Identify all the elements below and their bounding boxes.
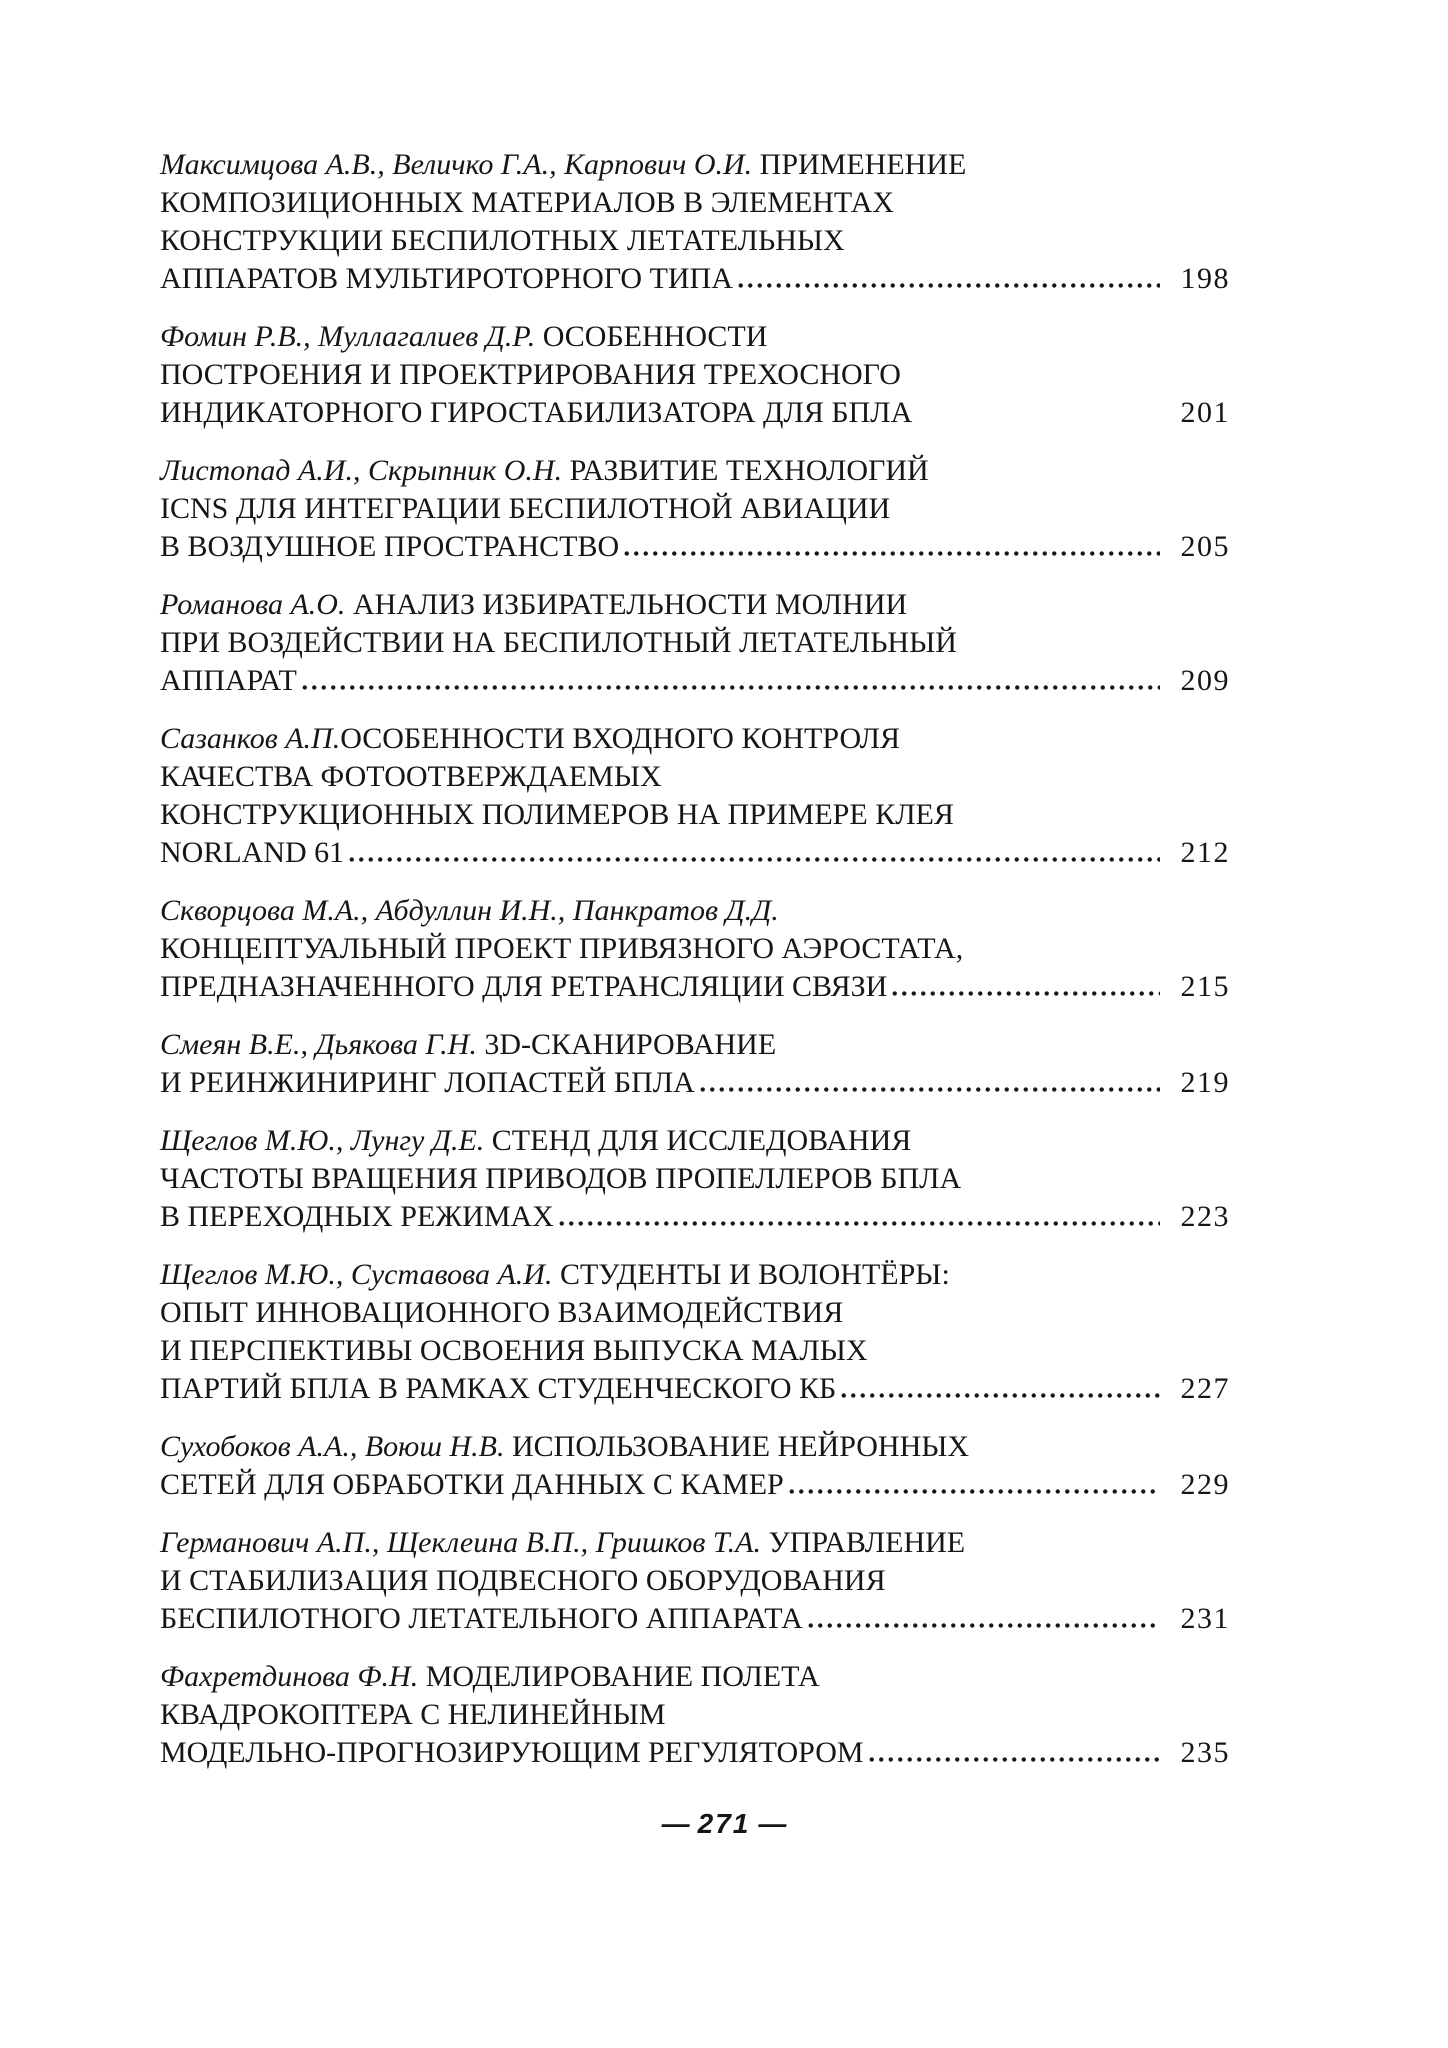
toc-entry <box>160 1122 1230 1236</box>
toc-entry-title-fragment: СЕТЕЙ ДЛЯ ОБРАБОТКИ ДАННЫХ С КАМЕР <box>160 1468 784 1501</box>
toc-entry-line <box>160 1026 1230 1064</box>
toc-entry-line: КОНЦЕПТУАЛЬНЫЙ ПРОЕКТ ПРИВЯЗНОГО АЭРОСТАТА, <box>160 932 964 965</box>
toc-entry-authors: Щеглов М.Ю., Лунгу Д.Е. <box>160 1124 485 1157</box>
toc-entry-title-fragment: АППАРАТ <box>160 664 297 697</box>
toc-entry-title-fragment: ПРЕДНАЗНАЧЕННОГО ДЛЯ РЕТРАНСЛЯЦИИ СВЯЗИ <box>160 970 888 1003</box>
toc-entry <box>160 318 1230 432</box>
footer-page-number: 271 <box>697 1808 751 1839</box>
toc-entry-line <box>160 720 1230 758</box>
toc-page-number: 219 <box>1180 1066 1230 1099</box>
toc-page-number: 215 <box>1180 970 1230 1003</box>
toc-entry-line <box>160 1256 1230 1294</box>
leader-spacer <box>912 394 1166 432</box>
toc-entry-title-fragment: МОДЕЛИРОВАНИЕ ПОЛЕТА <box>418 1660 820 1693</box>
toc-entry-line <box>160 1466 1230 1504</box>
toc-entry-authors: Германович А.П., Щеклеина В.П., Гришков Т.А. <box>160 1526 762 1559</box>
toc-page-number: 205 <box>1180 530 1230 563</box>
toc-entry <box>160 452 1230 566</box>
toc-entry-line <box>160 1658 1230 1696</box>
toc-entry-line <box>160 662 1230 700</box>
toc-entry-title-fragment: В ВОЗДУШНОЕ ПРОСТРАНСТВО <box>160 530 620 563</box>
toc-entry-line <box>160 834 1230 872</box>
toc-page-number: 229 <box>1180 1468 1230 1501</box>
toc-entry-line <box>160 1734 1230 1772</box>
toc-entry-title-fragment: ОСОБЕННОСТИ <box>535 320 768 353</box>
toc-entry-authors: Сазанков А.П. <box>160 722 341 755</box>
toc-entry-line <box>160 892 1230 930</box>
toc-entry-authors: Фомин Р.В., Муллагалиев Д.Р. <box>160 320 536 353</box>
toc-entry-line: ПРИ ВОЗДЕЙСТВИИ НА БЕСПИЛОТНЫЙ ЛЕТАТЕЛЬНЫЙ <box>160 626 957 659</box>
toc-entry-title-fragment: РАЗВИТИЕ ТЕХНОЛОГИЙ <box>562 454 929 487</box>
toc-entry-authors: Смеян В.Е., Дьякова Г.Н. <box>160 1028 477 1061</box>
dot-leader <box>839 1370 1160 1408</box>
toc-entry-line: КОНСТРУКЦИИ БЕСПИЛОТНЫХ ЛЕТАТЕЛЬНЫХ <box>160 224 845 257</box>
toc-entry-line: КОНСТРУКЦИОННЫХ ПОЛИМЕРОВ НА ПРИМЕРЕ КЛЕЯ <box>160 798 954 831</box>
dot-leader <box>806 1600 1160 1638</box>
footer-dash-left: — <box>661 1808 690 1839</box>
toc-page-number: 231 <box>1180 1602 1230 1635</box>
toc-page-number: 223 <box>1180 1200 1230 1233</box>
dot-leader <box>787 1466 1160 1504</box>
toc-entry-line: И ПЕРСПЕКТИВЫ ОСВОЕНИЯ ВЫПУСКА МАЛЫХ <box>160 1334 868 1367</box>
toc-entry-line: И СТАБИЛИЗАЦИЯ ПОДВЕСНОГО ОБОРУДОВАНИЯ <box>160 1564 886 1597</box>
toc-entry-authors: Щеглов М.Ю., Суставова А.И. <box>160 1258 553 1291</box>
dot-leader <box>300 662 1160 700</box>
dot-leader <box>557 1198 1160 1236</box>
dot-leader <box>698 1064 1160 1102</box>
toc-entry <box>160 720 1230 872</box>
toc-entry <box>160 892 1230 1006</box>
toc-entry-line <box>160 318 1230 356</box>
toc-entry-authors: Сухобоков А.А., Воюш Н.В. <box>160 1430 505 1463</box>
toc-entry-authors: Романова А.О. <box>160 588 346 621</box>
page-footer <box>0 1808 1448 1840</box>
toc-entry-line <box>160 586 1230 624</box>
toc-entry-line <box>160 394 1230 432</box>
toc-entry <box>160 146 1230 298</box>
toc-page-number: 198 <box>1180 262 1230 295</box>
toc-entry-line <box>160 1064 1230 1102</box>
toc-entry-line <box>160 1428 1230 1466</box>
dot-leader <box>867 1734 1160 1772</box>
toc-entry-line <box>160 1198 1230 1236</box>
toc-page-number: 201 <box>1180 396 1230 429</box>
toc-entry-line <box>160 1524 1230 1562</box>
toc-entry-authors: Фахретдинова Ф.Н. <box>160 1660 419 1693</box>
toc-entry-line: КВАДРОКОПТЕРА С НЕЛИНЕЙНЫМ <box>160 1698 666 1731</box>
toc-page-number: 227 <box>1180 1372 1230 1405</box>
toc-entry-line <box>160 1370 1230 1408</box>
toc-entry-line <box>160 1600 1230 1638</box>
dot-leader <box>347 834 1160 872</box>
dot-leader <box>890 968 1160 1006</box>
footer-dash-right: — <box>758 1808 787 1839</box>
toc-entry <box>160 586 1230 700</box>
toc-entry-title-fragment: АППАРАТОВ МУЛЬТИРОТОРНОГО ТИПА <box>160 262 733 295</box>
toc-entry-line: ICNS ДЛЯ ИНТЕГРАЦИИ БЕСПИЛОТНОЙ АВИАЦИИ <box>160 492 891 525</box>
toc-entry-line: ПОСТРОЕНИЯ И ПРОЕКТРИРОВАНИЯ ТРЕХОСНОГО <box>160 358 901 391</box>
toc-entry-title-fragment: БЕСПИЛОТНОГО ЛЕТАТЕЛЬНОГО АППАРАТА <box>160 1602 803 1635</box>
toc-entry-line: ОПЫТ ИННОВАЦИОННОГО ВЗАИМОДЕЙСТВИЯ <box>160 1296 844 1329</box>
toc-entry <box>160 1524 1230 1638</box>
toc-entry-title-fragment: 3D-СКАНИРОВАНИЕ <box>476 1028 777 1061</box>
toc-entry <box>160 1256 1230 1408</box>
toc-entry-title-fragment: В ПЕРЕХОДНЫХ РЕЖИМАХ <box>160 1200 554 1233</box>
toc-entry-authors: Скворцова М.А., Абдуллин И.Н., Панкратов Д.Д. <box>160 894 779 927</box>
toc-entry-title-fragment: ИНДИКАТОРНОГО ГИРОСТАБИЛИЗАТОРА ДЛЯ БПЛА <box>160 396 913 429</box>
toc-entry-line <box>160 1122 1230 1160</box>
toc-page-number: 235 <box>1180 1736 1230 1769</box>
toc-page-number: 212 <box>1180 836 1230 869</box>
toc-entry-line <box>160 260 1230 298</box>
toc-entry <box>160 1658 1230 1772</box>
dot-leader <box>622 528 1160 566</box>
toc-entry-title-fragment: И РЕИНЖИНИРИНГ ЛОПАСТЕЙ БПЛА <box>160 1066 695 1099</box>
dot-leader <box>736 260 1160 298</box>
toc-entry-title-fragment: АНАЛИЗ ИЗБИРАТЕЛЬНОСТИ МОЛНИИ <box>345 588 908 621</box>
toc-entry-title-fragment: МОДЕЛЬНО-ПРОГНОЗИРУЮЩИМ РЕГУЛЯТОРОМ <box>160 1736 864 1769</box>
toc-entry-title-fragment: ОСОБЕННОСТИ ВХОДНОГО КОНТРОЛЯ <box>340 722 900 755</box>
toc-entry-line <box>160 452 1230 490</box>
toc-entry-line: ЧАСТОТЫ ВРАЩЕНИЯ ПРИВОДОВ ПРОПЕЛЛЕРОВ БПЛА <box>160 1162 962 1195</box>
toc-entry-line <box>160 528 1230 566</box>
toc-entry-title-fragment: УПРАВЛЕНИЕ <box>761 1526 966 1559</box>
toc-entry-title-fragment: ИСПОЛЬЗОВАНИЕ НЕЙРОННЫХ <box>504 1430 970 1463</box>
toc-page-number: 209 <box>1180 664 1230 697</box>
toc-entry-line: КАЧЕСТВА ФОТООТВЕРЖДАЕМЫХ <box>160 760 662 793</box>
toc-entry-line <box>160 146 1230 184</box>
toc-entry-line <box>160 968 1230 1006</box>
toc-entry-line: КОМПОЗИЦИОННЫХ МАТЕРИАЛОВ В ЭЛЕМЕНТАХ <box>160 186 895 219</box>
toc-entry-title-fragment: NORLAND 61 <box>160 836 345 869</box>
toc-entry-title-fragment: СТУДЕНТЫ И ВОЛОНТЁРЫ: <box>552 1258 950 1291</box>
toc-entry-authors: Максимцова А.В., Величко Г.А., Карпович О.И. <box>160 148 753 181</box>
toc-entry-authors: Листопад А.И., Скрыпник О.Н. <box>160 454 563 487</box>
toc-entry-title-fragment: ПАРТИЙ БПЛА В РАМКАХ СТУДЕНЧЕСКОГО КБ <box>160 1372 837 1405</box>
toc-entry <box>160 1428 1230 1504</box>
toc-entry <box>160 1026 1230 1102</box>
toc-entry-title-fragment: ПРИМЕНЕНИЕ <box>752 148 967 181</box>
toc-entry-title-fragment: СТЕНД ДЛЯ ИССЛЕДОВАНИЯ <box>484 1124 912 1157</box>
